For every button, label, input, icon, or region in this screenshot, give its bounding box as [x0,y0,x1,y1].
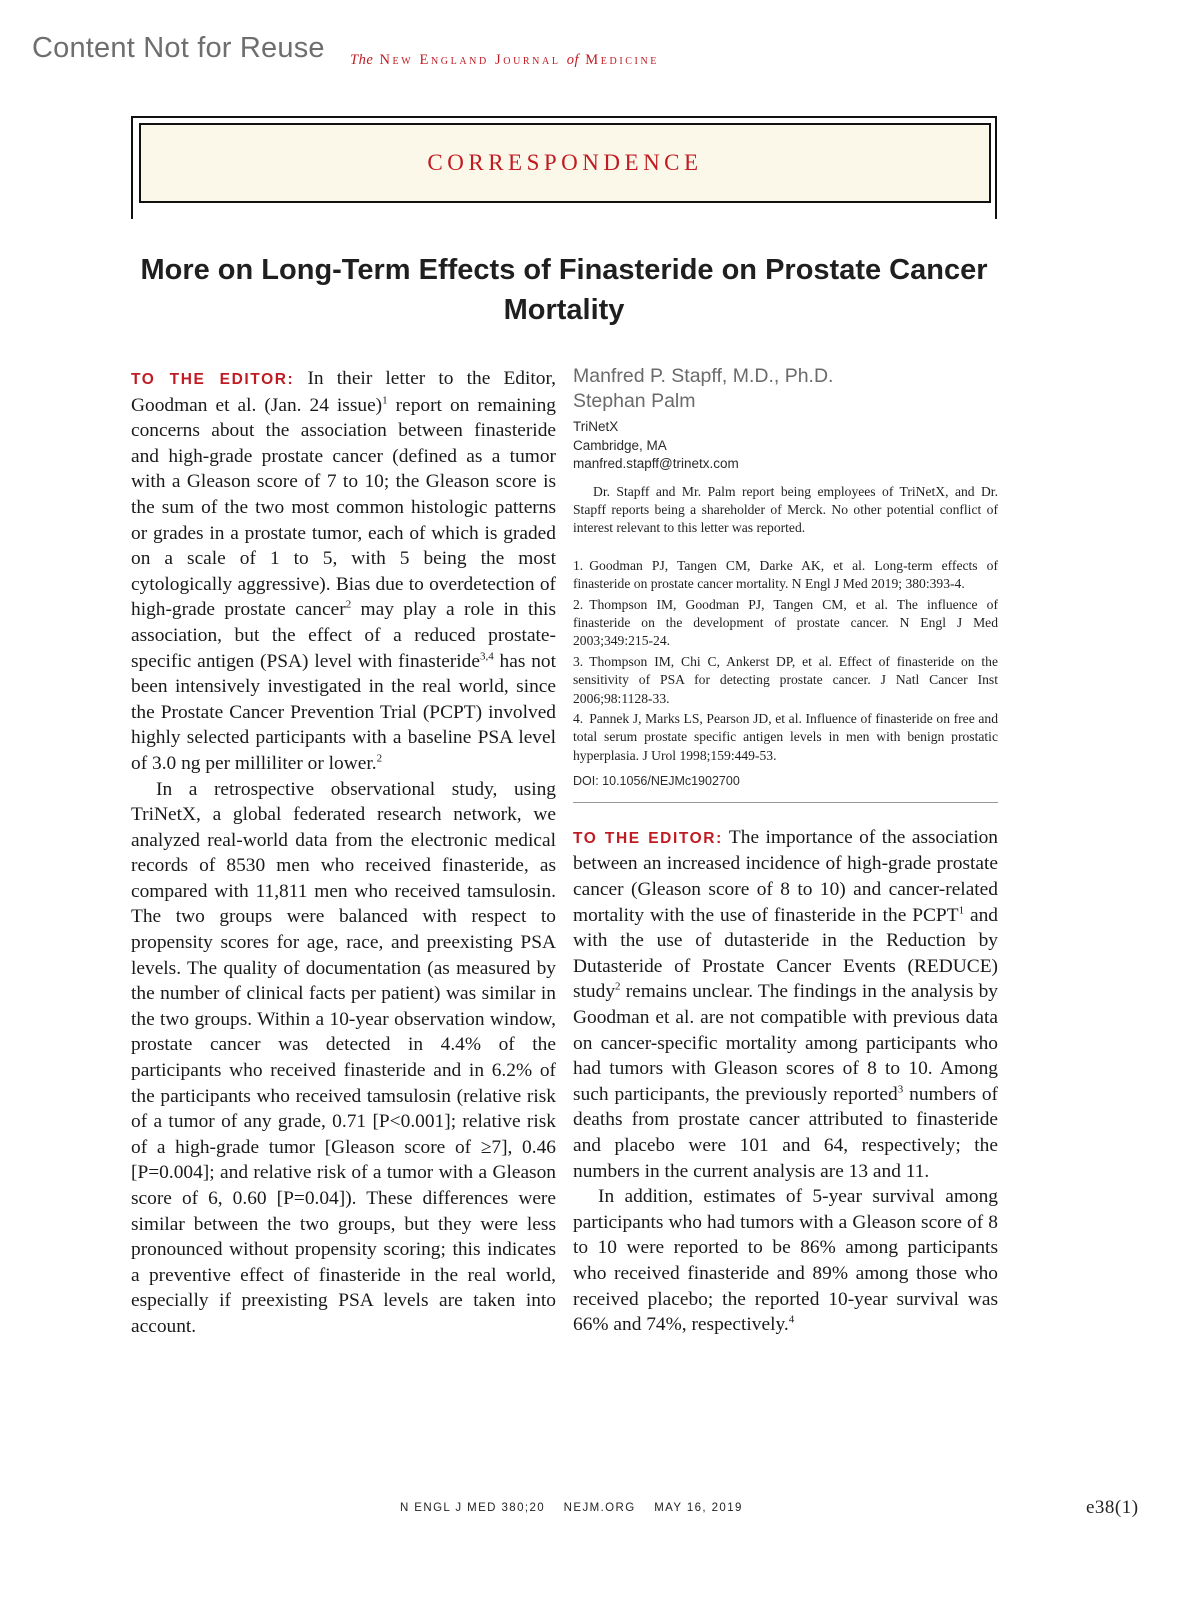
letter-two [573,825,998,1338]
author-email[interactable]: manfred.stapff@trinetx.com [573,456,739,471]
letter-one-text-b: report on remaining concerns about the association between finasteride and high-grade prostate cancer (defined as a tumor with a Gleason score of 7 to 10; the Gleason score is the sum of the two most common histologic patterns or grades in a prostate tumor, each of which is graded on a scale of 1 to 5, with 5 being the most cytologically aggressive). Bias due to overdetection of high-grade prostate cancer [131,394,556,621]
citation-superscript: 1 [382,394,388,407]
doi[interactable]: DOI: 10.1056/NEJMc1902700 [573,773,740,788]
reference-number: 4. [573,711,584,727]
section-title: CORRESPONDENCE [427,150,703,175]
page-footer [400,1502,757,1514]
letter-two-lead: TO THE EDITOR: [573,829,723,847]
letter-two-text-e: In addition, estimates of 5-year survival among participants who had tumors with a Gleason score of 8 to 10 were reported to be 86% among participants who received finasteride and 89% among those who received placebo; the reported 10-year survival was 66% and 74%, respectively. [573,1186,998,1336]
journal-of: of [566,52,580,68]
reference-item [573,557,998,593]
article-title: More on Long-Term Effects of Finasteride on Prostate Cancer Mortality [140,254,988,326]
footer-date: MAY 16, 2019 [654,1502,743,1514]
reference-text: Pannek J, Marks LS, Pearson JD, et al. Influence of finasteride on free and total serum prostate specific antigen levels in men with benign prostatic hyperplasia. J Urol 1998;159:449-53. [573,711,998,763]
letter-two-paragraph-1 [573,825,998,1184]
page-number: e38(1) [1086,1497,1139,1518]
reference-number: 2. [573,597,584,613]
letter-one-text-d: has not been intensively investigated in the real world, since the Prostate Cancer Prevention Trial (PCPT) involved highly selected participants with a baseline PSA level of 3.0 ng per milliliter or lower. [131,650,556,774]
citation-superscript: 2 [376,752,383,765]
footer-citation: N ENGL J MED 380;20 [400,1502,546,1514]
author-name: Manfred P. Stapff, M.D., Ph.D. [573,365,834,387]
citation-superscript: 4 [788,1313,795,1326]
disclosure: Dr. Stapff and Mr. Palm report being employees of TriNetX, and Dr. Stapff reports being a shareholder of Merck. No other potential conflict of interest relevant to this letter was reported. [573,483,998,535]
journal-name [350,52,659,69]
section-header [139,123,991,203]
letter-two-paragraph-2 [573,1184,998,1338]
letter-one-paragraph-1 [131,366,556,777]
letter-one-paragraph-2: In a retrospective observational study, using TriNetX, a global federated research network, we analyzed real-world data from the electronic medical records of 8530 men who received finasteride, as compared with 11,811 men who received tamsulosin. The two groups were balanced with respect to propensity scores for age, race, and preexisting PSA levels. The quality of documentation (as measured by the number of clinical facts per patient) was similar in the two groups. Within a 10-year observation window, prostate cancer was detected in 4.4% of the participants who received finasteride and in 6.2% of the participants who received tamsulosin (relative risk of a tumor of any grade, 0.71 [P<0.001]; relative risk of a high-grade tumor [Gleason score of ≥7], 0.46 [P=0.004]; and relative risk of a tumor with a Gleason score of 6, 0.60 [P=0.04]). These differences were similar between the two groups, but they were less pronounced without propensity scoring; this indicates a preventive effect of finasteride in the real world, especially if preexisting PSA levels are taken into account. [131,778,556,1337]
reference-text: Goodman PJ, Tangen CM, Darke AK, et al. Long-term effects of finasteride on prostate cancer mortality. N Engl J Med 2019; 380:393-4. [573,558,998,592]
reference-item [573,653,998,708]
journal-name-a: New England Journal [379,52,561,68]
citation-superscript: 1 [958,904,965,917]
reference-list [573,557,998,765]
letter-two-text-a: The importance of the association between an increased incidence of high-grade prostate cancer (Gleason score of 8 to 10) and cancer-related mortality with the use of finasteride in the PCPT [573,826,998,926]
letter-two-text-b: and with the use of dutasteride in the Reduction by Dutasteride of Prostate Cancer Events (REDUCE) study [573,904,998,1003]
reference-number: 1. [573,558,584,574]
watermark: Content Not for Reuse [32,32,325,64]
citation-superscript: 3,4 [479,650,494,663]
letter-two-text-c: remains unclear. The findings in the analysis by Goodman et al. are not compatible with previous data on cancer-specific mortality among participants who had tumors with Gleason scores of 8 to 10. Among such participants, the previously reported [573,981,998,1105]
reference-item [573,710,998,765]
letter-one [131,366,556,1340]
letter-one-text-c: may play a role in this association, but the effect of a reduced prostate-specific antigen (PSA) level with finasteride [131,599,556,672]
author-name: Stephan Palm [573,390,696,412]
journal-name-b: Medicine [585,52,659,68]
citation-superscript: 3 [897,1083,904,1096]
affiliation-city: Cambridge, MA [573,437,667,453]
citation-superscript: 2 [615,980,621,993]
affiliation-org: TriNetX [573,419,619,434]
letter-one-lead: TO THE EDITOR: [131,371,295,388]
reference-item [573,596,998,651]
reference-text: Thompson IM, Goodman PJ, Tangen CM, et al. The influence of finasteride on the development of prostate cancer. N Engl J Med 2003;349:215-24. [573,597,998,649]
letter-two-text-d: numbers of deaths from prostate cancer attributed to finasteride and placebo were 101 and 64, respectively; the numbers in the current analysis are 13 and 11. [573,1083,998,1182]
reference-text: Thompson IM, Chi C, Ankerst DP, et al. Effect of finasteride on the sensitivity of PSA for detecting prostate cancer. J Natl Cancer Inst 2006;98:1128-33. [573,654,998,706]
right-column [573,364,998,1338]
citation-superscript: 2 [345,598,352,611]
divider [573,802,998,803]
journal-prefix: The [350,52,374,68]
letter-one-text-a: In their letter to the Editor, Goodman et al. (Jan. 24 issue) [131,368,556,416]
footer-site[interactable]: NEJM.ORG [563,1502,636,1514]
reference-number: 3. [573,654,584,670]
